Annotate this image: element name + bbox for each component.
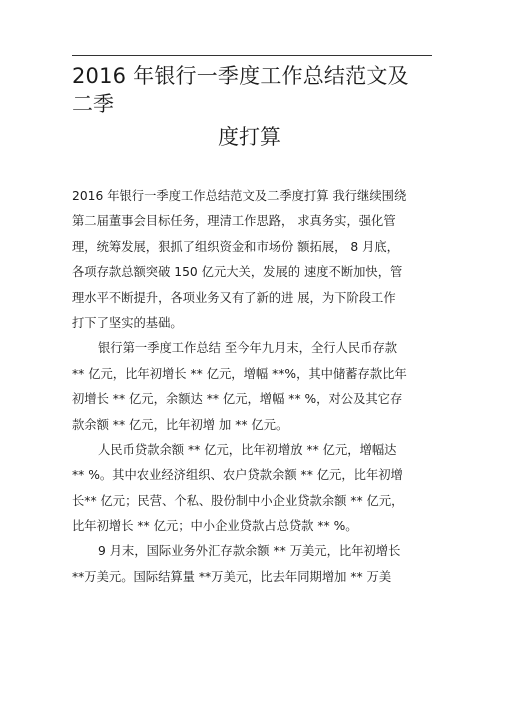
body-line: ** 亿元，比年初增长 ** 亿元，增幅 **%，其中储蓄存款比年 — [72, 366, 407, 381]
body-line: 各项存款总额突破 150 亿元大关，发展的 速度不断加快，管 — [72, 265, 403, 280]
body-line: 长** 亿元；民营、个私、股份制中小企业贷款余额 ** 亿元， — [72, 493, 404, 508]
body-line: 款余额 ** 亿元，比年初增 加 ** 亿元。 — [72, 417, 289, 432]
document-title-line-3: 度打算 — [218, 125, 281, 149]
document-title-line-1: 2016 年银行一季度工作总结范文及 — [72, 64, 409, 88]
body-line: 第二届董事会目标任务，理清工作思路， 求真务实，强化管 — [72, 214, 396, 229]
body-line: 2016 年银行一季度工作总结范文及二季度打算 我行继续围绕 — [72, 189, 407, 203]
body-line: 人民币贷款余额 ** 亿元，比年初增放 ** 亿元，增幅达 — [98, 442, 397, 457]
body-line: 理，统筹发展，狠抓了组织资金和市场份 额拓展， 8 月底， — [72, 239, 399, 254]
body-line: 打下了坚实的基础。 — [72, 315, 183, 330]
document-title-line-2: 二季 — [72, 92, 114, 116]
header-rule — [72, 55, 432, 56]
body-line: 银行第一季度工作总结 至今年九月末，全行人民币存款 — [98, 341, 398, 356]
body-line: **万美元。国际结算量 **万美元，比去年同期增加 ** 万美 — [72, 569, 392, 584]
body-line: 比年初增长 ** 亿元；中小企业贷款占总贷款 ** %。 — [72, 519, 358, 534]
document-body — [72, 184, 437, 590]
body-line: ** %。其中农业经济组织、农户贷款余额 ** 亿元，比年初增 — [72, 468, 403, 483]
body-line: 9 月末，国际业务外汇存款余额 ** 万美元，比年初增长 — [98, 544, 401, 559]
body-line: 理水平不断提升，各项业务又有了新的进 展，为下阶段工作 — [72, 290, 396, 305]
body-line: 初增长 ** 亿元，余额达 ** 亿元，增幅 ** %，对公及其它存 — [72, 392, 403, 407]
